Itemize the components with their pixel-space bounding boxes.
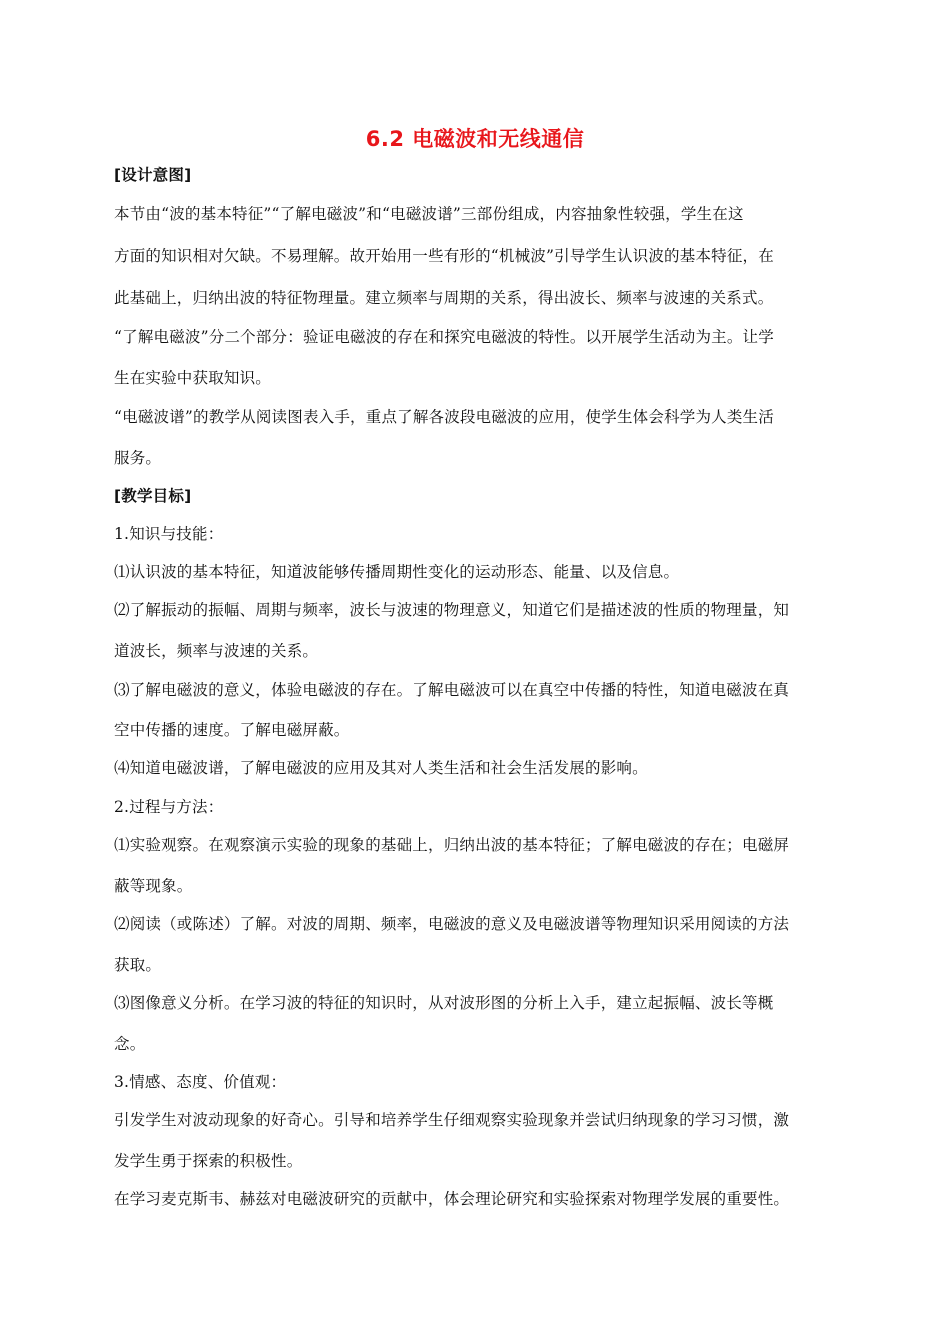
paragraph-line: ⑵了解振动的振幅、周期与频率，波长与波速的物理意义，知道它们是描述波的性质的物理量，知 [114,601,790,619]
paragraph-line: ⑵阅读（或陈述）了解。对波的周期、频率，电磁波的意义及电磁波谱等物理知识采用阅读的方法 [114,915,790,933]
paragraph-line: 服务。 [114,449,162,467]
paragraph-line: 在学习麦克斯韦、赫兹对电磁波研究的贡献中，体会理论研究和实验探索对物理学发展的重要性。 [114,1190,790,1208]
paragraph-line: 本节由“波的基本特征”“了解电磁波”和“电磁波谱”三部份组成，内容抽象性较强，学生在这 [114,205,744,223]
section-heading-design-intent: [设计意图] [114,166,192,184]
page-title: 6.2 电磁波和无线通信 [365,127,585,151]
paragraph-line: ⑴认识波的基本特征，知道波能够传播周期性变化的运动形态、能量、以及信息。 [114,563,680,581]
paragraph-line: “了解电磁波”分二个部分：验证电磁波的存在和探究电磁波的特性。以开展学生活动为主。让学 [114,328,774,346]
paragraph-line: 获取。 [114,956,162,974]
section-heading-teaching-goals: [教学目标] [114,487,192,505]
paragraph-line: 3.情感、态度、价值观： [114,1073,287,1091]
paragraph-line: “电磁波谱”的教学从阅读图表入手，重点了解各波段电磁波的应用，使学生体会科学为人类生活 [114,408,774,426]
paragraph-line: 空中传播的速度。了解电磁屏蔽。 [114,721,350,739]
paragraph-line: ⑴实验观察。在观察演示实验的现象的基础上，归纳出波的基本特征；了解电磁波的存在；电磁屏 [114,836,790,854]
paragraph-line: 2.过程与方法： [114,798,224,816]
paragraph-line: 念。 [114,1035,146,1053]
paragraph-line: ⑷知道电磁波谱，了解电磁波的应用及其对人类生活和社会生活发展的影响。 [114,759,648,777]
paragraph-line: ⑶了解电磁波的意义，体验电磁波的存在。了解电磁波可以在真空中传播的特性，知道电磁波在真 [114,681,790,699]
paragraph-line: 生在实验中获取知识。 [114,369,272,387]
paragraph-line: 引发学生对波动现象的好奇心。引导和培养学生仔细观察实验现象并尝试归纳现象的学习习惯，激 [114,1111,790,1129]
paragraph-line: 方面的知识相对欠缺。不易理解。故开始用一些有形的“机械波”引导学生认识波的基本特征，在 [114,247,774,265]
paragraph-line: 发学生勇于探索的积极性。 [114,1152,303,1170]
paragraph-line: 此基础上，归纳出波的特征物理量。建立频率与周期的关系，得出波长、频率与波速的关系式。 [114,289,774,307]
paragraph-line: 蔽等现象。 [114,877,193,895]
paragraph-line: ⑶图像意义分析。在学习波的特征的知识时，从对波形图的分析上入手，建立起振幅、波长等概 [114,994,774,1012]
paragraph-line: 1.知识与技能： [114,525,224,543]
paragraph-line: 道波长，频率与波速的关系。 [114,642,319,660]
